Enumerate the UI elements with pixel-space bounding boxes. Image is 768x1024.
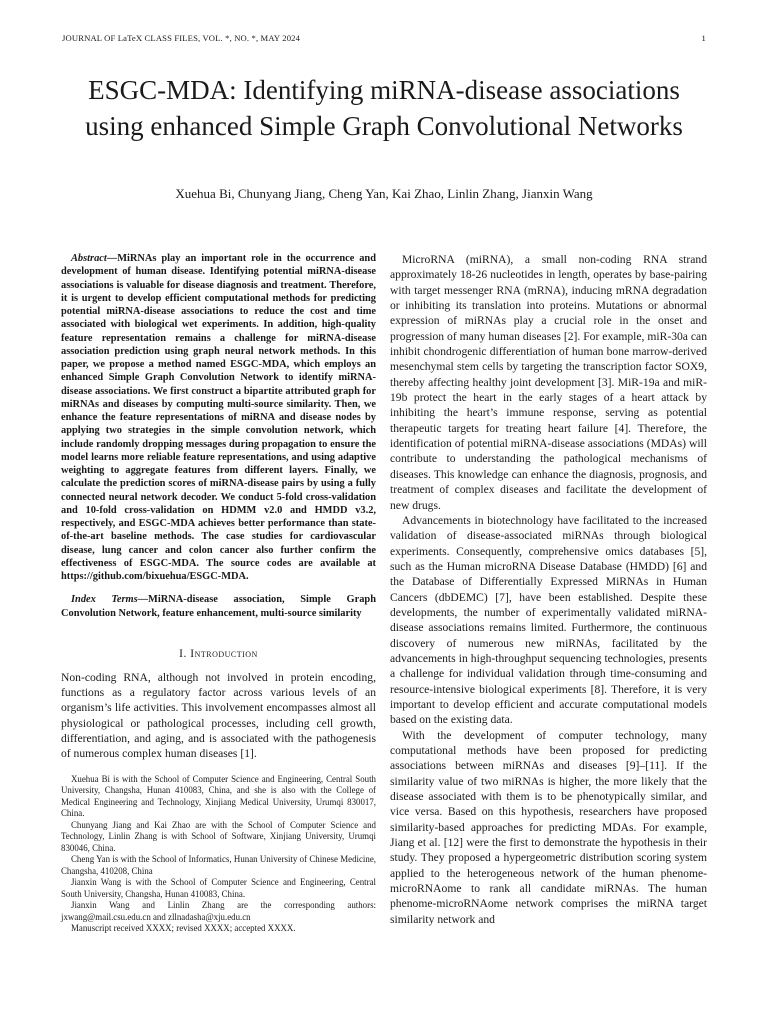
body-paragraph: With the development of computer technology, many computational methods have been proposed for predicting associations between miRNAs and diseases [9]–[11]. If the similarity value of two miRNAs is higher, the more likely that the disease associated with them is to be phenotypically similar, and vice versa. Based on this hypothesis, researchers have proposed similarity-based approaches for predicting MDAs. For example, Jiang et al. [12] were the first to demonstrate the hypothesis in their study. They proposed a hypergeometric distribution scoring system applied to the heterogeneous network of the human phenome-microRNAome to rank all candidate miRNAs. The human phenome-microRNAome network comprises the miRNA target similarity network and [390,728,707,926]
intro-paragraph: Non-coding RNA, although not involved in protein encoding, functions as a regulatory factor across various levels of an organism’s life activities. This involvement encompasses almost all physiological or pathological processes, including cell growth, differentiation, and aging, and is associated with the pathogenesis of numerous complex human diseases [1]. [61,670,376,761]
index-terms-label: Index Terms [71,594,138,606]
abstract-label: Abstract [71,253,107,264]
footnote: Chunyang Jiang and Kai Zhao are with the School of Computer Science and Technology, Linlin Zhang is with School of Software, Xinjiang University, Urumqi 830046, China. [61,819,376,853]
index-terms [61,593,376,620]
abstract [61,252,376,583]
page-number: 1 [701,33,706,43]
left-column [61,252,376,935]
right-column [390,252,707,927]
author-list: Xuehua Bi, Chunyang Jiang, Cheng Yan, Kai Zhao, Linlin Zhang, Jianxin Wang [175,186,593,201]
running-head [62,33,706,43]
body-paragraph: MicroRNA (miRNA), a small non-coding RNA strand approximately 18-26 nucleotides in length, operates by base-pairing with target messenger RNA (mRNA), inducing mRNA degradation or inhibiting its translation into proteins. Mutations or abnormal expression of miRNAs play a crucial role in the onset and progression of many human diseases [2]. For example, miR-30a can inhibit chondrogenic differentiation of human bone marrow-derived mesenchymal stem cells by targeting the transcription factor SOX9, thereby affecting healthy joint development [3]. MiR-19a and miR-19b protect the heart in the early stages of a heart attack by inhibiting the heart’s immune response, serving as potential therapeutic targets for treating heart failure [4]. Therefore, the identification of potential miRNA-disease associations (MDAs) will contribute to understanding the pathological mechanisms of diseases. This knowledge can enhance the diagnosis, prognosis, and treatment of complex diseases and facilitate the development of new drugs. [390,253,707,512]
footnote: Manuscript received XXXX; revised XXXX; accepted XXXX. [71,923,296,934]
abstract-text: —MiRNAs play an important role in the occurrence and development of human disease. Identifying potential miRNA-disease associations is valuable for disease diagnosis and treatment. Therefore, it is urgent to develop efficient computational methods for predicting potential miRNA-disease associations to reduce the cost and time associated with biological wet experiments. In addition, high-quality feature representation remains a challenge for miRNA-disease association prediction using graph neural network methods. In this paper, we propose a method named ESGC-MDA, which employs an enhanced Simple Graph Convolution Network to identify miRNA-disease associations. We first construct a bipartite attributed graph for miRNAs and diseases by computing multi-source similarity. Then, we enhance the feature representations of miRNA and disease nodes by applying two strategies in the simple convolution network, which include randomly dropping messages during propagation to ensure the model learns more reliable feature representations, and using adaptive weighting to aggregate features from different layers. Finally, we calculate the prediction scores of miRNA-disease pairs by using a fully connected neural network decoder. We conduct 5-fold cross-validation and 10-fold cross-validation on HDMM v2.0 and HMDD v3.2, respectively, and ESGC-MDA achieves better performance than state-of-the-art baseline methods. The case studies for cardiovascular disease, lung cancer and colon cancer also further confirm the effectiveness of ESGC-MDA. The source codes are available at https://github.com/bixuehua/ESGC-MDA. [61,253,376,582]
footnote: Cheng Yan is with the School of Informatics, Hunan University of Chinese Medicine, Changsha, 410208, China [61,854,376,876]
footnote: Xuehua Bi is with the School of Computer Science and Engineering, Central South University, Changsha, Hunan 410083, China, and she is also with the College of Medical Engineering and Technology, Xinjiang Medical University, Urumqi 830017, China. [61,773,376,819]
journal-header: JOURNAL OF LaTeX CLASS FILES, VOL. *, NO. *, MAY 2024 [62,33,301,43]
footnotes [61,774,376,935]
section-numeral: I. [179,647,187,660]
index-terms-text: —MiRNA-disease association, Simple Graph Convolution Network, feature enhancement, multi-source similarity [61,594,376,619]
paper-title: ESGC-MDA: Identifying miRNA-disease associations using enhanced Simple Graph Convolutional Networks [85,75,683,141]
section-title: Introduction [190,647,258,660]
section-heading [61,648,376,660]
footnote: Jianxin Wang and Linlin Zhang are the corresponding authors: jxwang@mail.csu.edu.cn and zllnadasha@xju.edu.cn [61,900,376,922]
footnote: Jianxin Wang is with the School of Computer Science and Engineering, Central South University, Changsha, Hunan 410083, China. [61,877,376,899]
body-paragraph: Advancements in biotechnology have facilitated to the increased validation of disease-associated miRNAs through biological experiments. Consequently, comprehensive omics databases [5], such as the Human microRNA Disease Database (HMDD) [6] and the Database of Differentially Expressed MiRNAs in Human Cancers (dbDEMC) [7], have been established. Despite these developments, the number of experimentally validated miRNA-disease associations remains limited. Furthermore, the continuous discovery of numerous new miRNAs, facilitated by the advancements in high-throughput sequencing technologies, presents a challenge for individual validation through time-consuming and resource-intensive biological experiments [8]. Therefore, it is very important to develop efficient and accurate computational models based on the existing data. [390,513,707,727]
